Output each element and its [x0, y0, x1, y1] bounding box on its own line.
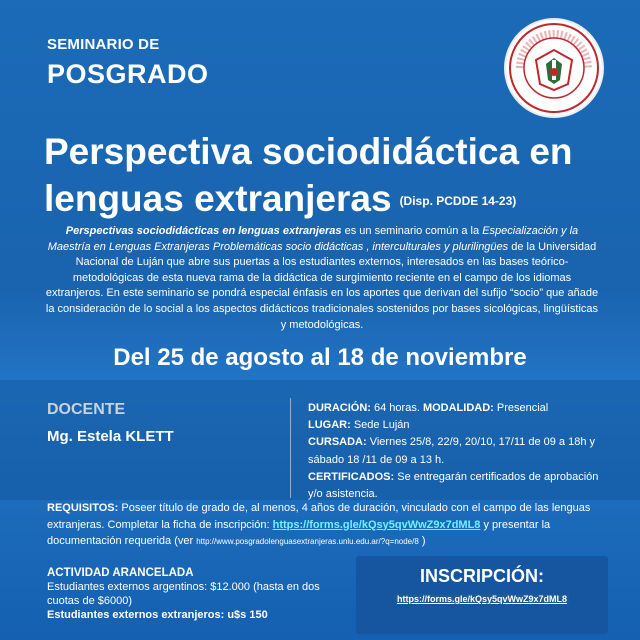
inscripcion-title: INSCRIPCIÓN:	[419, 566, 544, 586]
cursada-row	[308, 434, 608, 468]
cursada-label: CURSADA:	[308, 436, 367, 449]
university-seal-logo	[506, 20, 602, 116]
docente-name: Mg. Estela KLETT	[47, 428, 174, 445]
intro-text-2: de la Universidad Nacional de Luján que abre sus puertas a los estudiantes externos, interesados en las bases teórico-metodológicas de esta nueva rama de la didáctica de surgimiento reciente en el campo de los idiomas extranjeros. En este seminario se pondrá especial énfasis en los aportes que derivan del sufijo “socio” que añade la consideración de lo social a los aspectos didácticos tradicionales sostenidos por bases sicológicas, lingüísticas y metodológicas.	[45, 240, 599, 331]
inscripcion-link-wrap	[356, 594, 608, 604]
duracion-row	[308, 400, 608, 417]
intro-bold-title: Perspectivas sociodidácticas en lenguas extranjeras	[65, 225, 342, 237]
course-details	[308, 400, 608, 503]
modalidad-value: Presencial	[493, 402, 549, 414]
title-line-1: Perspectiva sociodidáctica en	[44, 131, 573, 172]
cursada-value: Viernes 25/8, 22/9, 20/10, 17/11 de 09 a 18h y sábado 18 /11 de 09 a 13 h.	[308, 436, 595, 466]
requisitos-label: REQUISITOS:	[47, 502, 119, 514]
intro-paragraph	[44, 224, 600, 333]
requisitos-paragraph	[47, 500, 603, 551]
header-posgrado: POSGRADO	[47, 59, 209, 89]
seminar-title	[44, 128, 604, 225]
actividad-title: ACTIVIDAD ARANCELADA	[47, 567, 194, 579]
certificados-value: Se entregarán certificados de aprobación y/o asistencia.	[308, 470, 599, 501]
duracion-label: DURACIÓN:	[308, 402, 371, 414]
title-line-2-wrap	[44, 175, 604, 225]
divider-line	[290, 398, 291, 498]
docente-label: DOCENTE	[47, 401, 126, 418]
duracion-value: 64 horas.	[370, 402, 423, 414]
requisitos-text-3: )	[418, 535, 426, 547]
dates-heading: Del 25 de agosto al 18 de noviembre	[113, 344, 527, 371]
lugar-label: LUGAR:	[308, 419, 351, 432]
title-line-2: lenguas extranjeras	[44, 178, 392, 219]
inscripcion-link[interactable]: https://forms.gle/kQsy5qvWwZ9x7dML8	[396, 594, 568, 604]
lugar-row	[308, 417, 608, 434]
intro-italic: Especialización y la Maestría en Lenguas Extranjeras Problemáticas socio didácticas , interculturales y plurilingües	[47, 225, 579, 253]
intro-text-1: es un seminario común a la	[341, 225, 483, 237]
certificados-row	[308, 469, 608, 503]
actividad-extranjeros: Estudiantes externos extranjeros: u$s 150	[47, 609, 268, 621]
documentation-url-link[interactable]: http://www.posgradolenguasextranjeras.unlu.edu.ar/?q=node/8	[196, 537, 419, 546]
header-seminario: SEMINARIO DE	[47, 36, 160, 53]
modalidad-label: MODALIDAD:	[422, 402, 494, 414]
actividad-arancelada	[47, 566, 337, 622]
actividad-argentinos: Estudiantes externos argentinos: $12.000 (hasta en dos cuotas de $6000)	[47, 581, 320, 607]
inscription-form-link[interactable]: https://forms.gle/kQsy5qvWwZ9x7dML8	[272, 518, 481, 531]
requisitos-text-1: Poseer título de grado de, al menos, 4 años de duración, vinculado con el campo de las lenguas extranjeras. Completar la ficha de inscripción:	[47, 502, 591, 531]
requisitos-text-2: y presentar la documentación requerida (ver	[47, 518, 551, 547]
lugar-value: Sede Luján	[350, 419, 410, 432]
certificados-label: CERTIFICADOS:	[308, 470, 395, 483]
title-disp: (Disp. PCDDE 14-23)	[399, 193, 517, 208]
